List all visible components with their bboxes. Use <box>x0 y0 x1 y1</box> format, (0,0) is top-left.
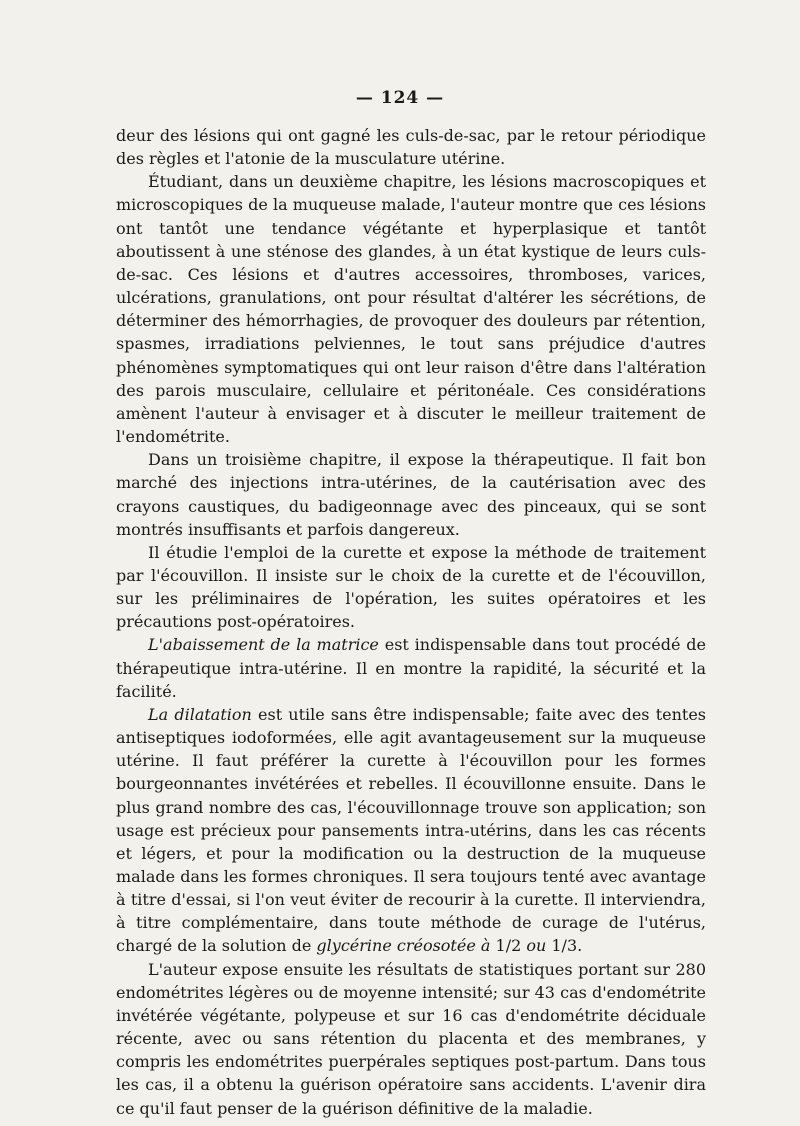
italic-term: L'abaissement de la matrice <box>148 635 379 655</box>
paragraph-3 <box>116 448 706 541</box>
page-number: — 124 — <box>355 88 445 108</box>
text-segment: deur des lésions qui ont gagné les culs-de-sac, par le retour périodique des règles et l'atonie de la musculature utérine. <box>116 126 706 169</box>
italic-term: La dilatation <box>148 704 252 724</box>
text-segment: Dans un troisième chapitre, il expose la thérapeutique. Il fait bon marché des injections intra-utérines, de la cautérisation avec des crayons caustiques, du badigeonnage avec des pinceaux, qui se sont montrés insuffisants et parfois dangereux. <box>116 450 706 539</box>
text-segment: est indispensable dans tout procédé de thérapeutique intra-utérine. Il en montre la rapidité, la sécurité et la facilité. <box>116 635 707 701</box>
text-segment: 1/3. <box>546 936 583 956</box>
paragraph-5 <box>116 633 706 702</box>
italic-term: ou <box>526 936 547 956</box>
text-segment: Il étudie l'emploi de la curette et expose la méthode de traitement par l'écouvillon. Il insiste sur le choix de la curette et de l'écouvillon, sur les préliminaires de l'opération, les suites opératoires et les précautions post-opératoires. <box>116 542 706 632</box>
text-segment: L'auteur expose ensuite les résultats de statistiques portant sur 280 endométrites légères ou de moyenne intensité; sur 43 cas d'endométrite invétérée végétante, polypeuse et sur 16 cas d'endométrite déciduale récente, avec ou sans rétention du placenta et des membranes, y compris les endométrites puerpérales septiques post-partum. Dans tous les cas, il a obtenu la guérison opératoire sans accidents. L'avenir dira ce qu'il faut penser de la guérison définitive de la maladie. <box>116 959 706 1118</box>
paragraph-1 <box>116 124 706 170</box>
body-text <box>116 124 706 1120</box>
text-segment: Étudiant, dans un deuxième chapitre, les lésions macroscopiques et microscopiques de la muqueuse malade, l'auteur montre que ces lésions ont tantôt une tendance végétante et hyperplasique et tantôt aboutissent à une sténose des glandes, à un état kystique de leurs culs-de-sac. Ces lésions et d'autres accessoires, thromboses, varices, ulcérations, granulations, ont pour résultat d'altérer les sécrétions, de déterminer des hémorrhagies, de provoquer des douleurs par rétention, spasmes, irradiations pelviennes, le tout sans préjudice d'autres phénomènes symptomatiques qui ont leur raison d'être dans l'altération des parois musculaire, cellulaire et péritonéale. Ces considérations amènent l'auteur à envisager et à discuter le meilleur traitement de l'endométrite. <box>116 172 706 447</box>
text-segment: est utile sans être indispensable; faite avec des tentes antiseptiques iodoformées, elle agit avantageusement sur la muqueuse utérine. Il faut préférer la curette à l'écouvillon pour les formes bourgeonnantes invétérées et rebelles. Il écouvillonne ensuite. Dans le plus grand nombre des cas, l'écouvillonnage trouve son application; son usage est précieux pour pansements intra-utérins, dans les cas récents et légers, et pour la modification ou la destruction de la muqueuse malade dans les formes chroniques. Il sera toujours tenté avec avantage à titre d'essai, si l'on veut éviter de recourir à la curette. Il interviendra, à titre complémentaire, dans toute méthode de curage de l'utérus, chargé de la solution de <box>116 704 707 956</box>
paragraph-7 <box>116 958 706 1120</box>
text-segment: 1/2 <box>490 936 527 956</box>
paragraph-2 <box>116 170 706 448</box>
italic-term: glycérine créosotée à <box>316 936 491 956</box>
paragraph-6 <box>116 703 706 958</box>
paragraph-4 <box>116 541 706 634</box>
